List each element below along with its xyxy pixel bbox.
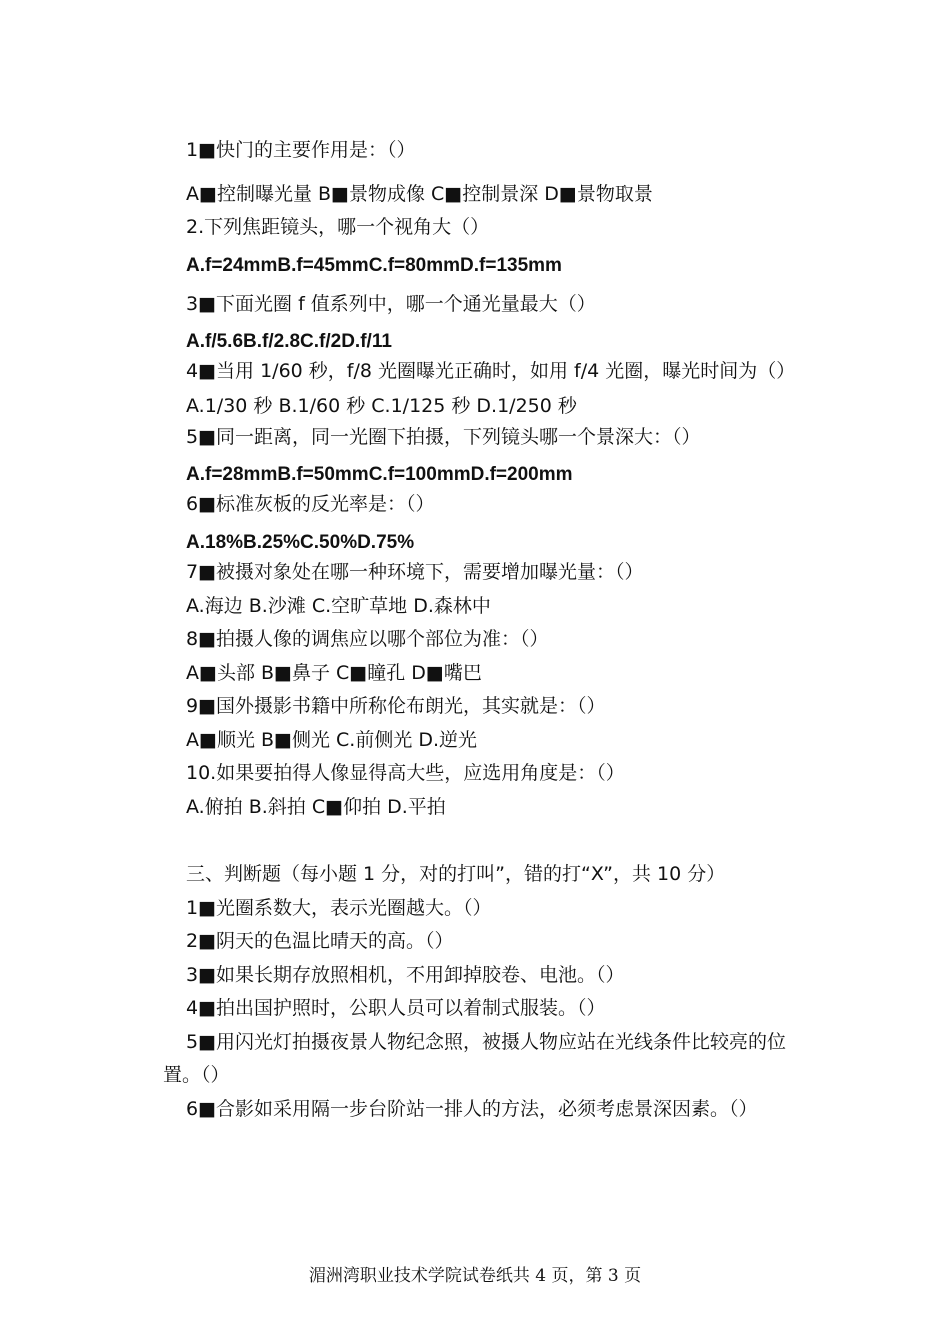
answer-6: A.18%B.25%C.50%D.75% xyxy=(186,532,415,553)
question-6: 6■标准灰板的反光率是：（） xyxy=(186,493,435,515)
question-1: 1■快门的主要作用是：（） xyxy=(186,139,416,161)
judgment-item-1: 1■光圈系数大，表示光圈越大。（） xyxy=(186,897,492,919)
answer-2: A.f=24mmB.f=45mmC.f=80mmD.f=135mm xyxy=(186,255,562,276)
question-5: 5■同一距离，同一光圈下拍摄，下列镜头哪一个景深大：（） xyxy=(186,426,701,448)
question-8: 8■拍摄人像的调焦应以哪个部位为准：（） xyxy=(186,628,549,650)
judgment-item-4: 4■拍出国护照时，公职人员可以着制式服装。（） xyxy=(186,997,606,1019)
judgment-item-5: 5■用闪光灯拍摄夜景人物纪念照，被摄人物应站在光线条件比较亮的位 xyxy=(186,1031,787,1053)
answer-8: A■头部 B■鼻子 C■瞳孔 D■嘴巴 xyxy=(186,662,482,684)
judgment-item-3: 3■如果长期存放照相机，不用卸掉胶卷、电池。（） xyxy=(186,964,625,986)
judgment-item-2: 2■阴天的色温比晴天的高。（） xyxy=(186,930,454,952)
judgment-item-6: 6■合影如采用隔一步台阶站一排人的方法，必须考虑景深因素。（） xyxy=(186,1098,758,1120)
question-4: 4■当用 1/60 秒，f/8 光圈曝光正确时，如用 f/4 光圈，曝光时间为（） xyxy=(186,360,796,382)
answer-9: A■顺光 B■侧光 C.前侧光 D.逆光 xyxy=(186,729,478,751)
answer-1: A■控制曝光量 B■景物成像 C■控制景深 D■景物取景 xyxy=(186,183,653,205)
section-3-title: 三、判断题（每小题 1 分，对的打叫”，错的打“X”，共 10 分） xyxy=(186,863,726,885)
question-7: 7■被摄对象处在哪一种环境下，需要增加曝光量：（） xyxy=(186,561,644,583)
answer-5: A.f=28mmB.f=50mmC.f=100mmD.f=200mm xyxy=(186,464,573,485)
answer-7: A.海边 B.沙滩 C.空旷草地 D.森林中 xyxy=(186,595,491,617)
answer-10: A.俯拍 B.斜拍 C■仰拍 D.平拍 xyxy=(186,796,446,818)
answer-3: A.f/5.6B.f/2.8C.f/2D.f/11 xyxy=(186,331,392,352)
question-10: 10.如果要拍得人像显得高大些，应选用角度是：（） xyxy=(186,762,625,784)
question-3: 3■下面光圈 f 值系列中，哪一个通光量最大（） xyxy=(186,293,596,315)
question-9: 9■国外摄影书籍中所称伦布朗光，其实就是：（） xyxy=(186,695,606,717)
page-footer: 湄洲湾职业技术学院试卷纸共 4 页，第 3 页 xyxy=(308,1266,642,1286)
judgment-item-5-cont: 置。（） xyxy=(163,1064,230,1086)
question-2: 2.下列焦距镜头，哪一个视角大（） xyxy=(186,216,490,238)
answer-4: A.1/30 秒 B.1/60 秒 C.1/125 秒 D.1/250 秒 xyxy=(186,395,577,417)
